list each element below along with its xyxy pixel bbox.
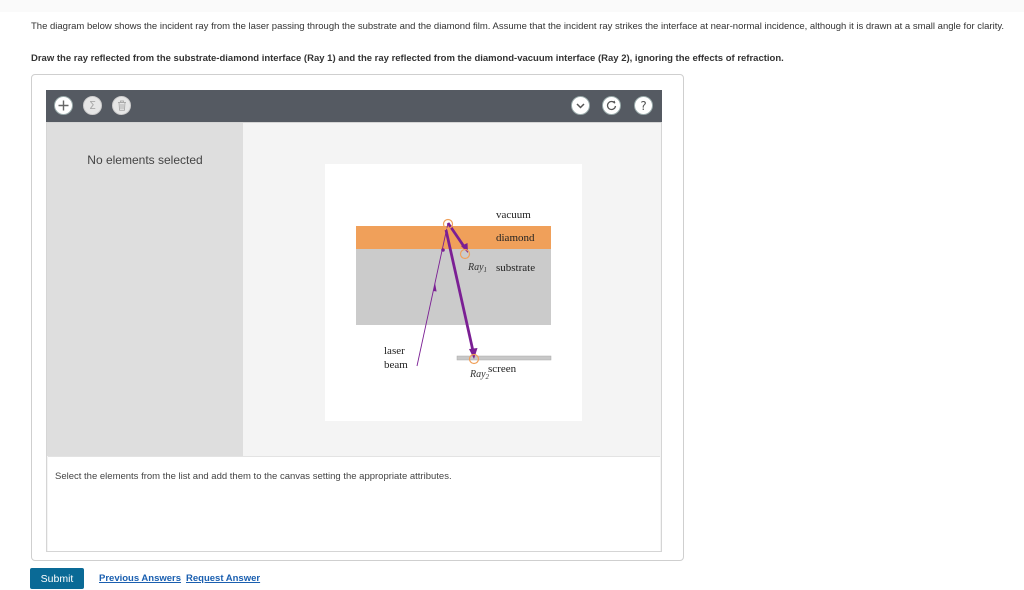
help-icon: ?	[640, 98, 647, 113]
reset-icon	[606, 100, 617, 111]
ray2-label-sub: 2	[485, 373, 490, 381]
ray1-label-sub: 1	[483, 266, 488, 274]
ray1-label-name: Ray	[468, 262, 484, 273]
instructions-area	[48, 456, 660, 551]
previous-answers-link[interactable]: Previous Answers	[99, 573, 182, 584]
reset-button[interactable]	[602, 96, 621, 115]
request-answer-link[interactable]: Request Answer	[186, 573, 261, 584]
trash-icon	[117, 100, 127, 111]
question-intro: The diagram below shows the incident ray from the laser passing through the substrate and the diamond film. Assume that the incident ray strikes the interface at near-normal incidence, although it is drawn at a small angle for clarity.	[31, 21, 1005, 32]
vacuum-label: vacuum	[496, 209, 531, 221]
instructions-text: Select the elements from the list and add them to the canvas setting the appropriate attributes.	[55, 471, 452, 482]
sidebar-message: No elements selected	[87, 153, 203, 167]
diagram-svg	[325, 164, 582, 421]
ray2-label	[469, 369, 490, 381]
laser-label: laser	[384, 345, 405, 357]
submit-button[interactable]: Submit	[30, 568, 84, 589]
screen-label: screen	[488, 363, 517, 375]
anchor-substrate[interactable]	[441, 248, 445, 252]
delete-button[interactable]	[112, 96, 131, 115]
top-strip	[0, 0, 1024, 12]
screen-bar	[457, 356, 551, 360]
chevron-down-icon	[576, 103, 585, 109]
ray2-label-name: Ray	[470, 369, 486, 380]
add-element-button[interactable]	[54, 96, 73, 115]
element-sidebar	[47, 123, 243, 456]
dropdown-button[interactable]	[571, 96, 590, 115]
plus-icon	[58, 100, 69, 111]
toolbar	[46, 90, 662, 122]
diamond-label: diamond	[496, 232, 535, 244]
sigma-button[interactable]	[83, 96, 102, 115]
substrate-label: substrate	[496, 262, 536, 274]
help-button[interactable]	[634, 96, 653, 115]
beam-label: beam	[384, 359, 408, 371]
sigma-icon: Σ	[89, 99, 96, 112]
drawing-canvas[interactable]	[325, 164, 582, 421]
question-task: Draw the ray reflected from the substrate-diamond interface (Ray 1) and the ray reflected from the diamond-vacuum interface (Ray 2), ignoring the effects of refraction.	[31, 53, 784, 64]
